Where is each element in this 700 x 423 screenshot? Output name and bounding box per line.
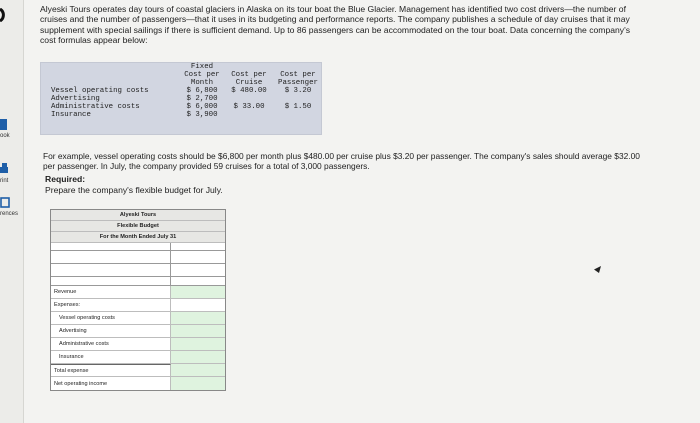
sidebar-item-references[interactable] [0, 196, 24, 217]
cost-row-label: Insurance [51, 111, 91, 119]
cost-row-fixed: $ 2,700 [186, 95, 218, 103]
budget-input-cell[interactable] [171, 286, 225, 298]
budget-row-label: Revenue [51, 286, 171, 298]
cost-row-cruise: $ 33.00 [233, 103, 265, 111]
budget-input-cell[interactable] [171, 377, 225, 390]
budget-row-administrative [51, 338, 225, 351]
example-text: For example, vessel operating costs should be $6,800 per month plus $480.00 per cruise plus $3.20 per passenger. The company's sales should average $32.00 per passenger. In July, the company provided 59 cruises for a total of 3,000 passengers. [43, 151, 640, 171]
budget-spacer-row [51, 243, 225, 251]
cost-row-administrative [41, 103, 323, 111]
budget-row-label: Net operating income [51, 377, 171, 390]
budget-header-cell[interactable] [51, 264, 171, 276]
budget-row-label: Insurance [51, 351, 171, 363]
cost-row-passenger: $ 1.50 [284, 103, 312, 111]
required-label: Required: [45, 174, 86, 184]
header-cruise-line2: Cost per [231, 71, 267, 79]
budget-row-advertising [51, 325, 225, 338]
cost-formula-box [40, 62, 322, 135]
cost-table-header-line [41, 71, 323, 79]
budget-spacer-row [51, 277, 225, 286]
problem-intro: Alyeski Tours operates day tours of coastal glaciers in Alaska on its tour boat the Blue Glacier. Management has identified two cost drivers—the number of cruises and the number of passengers—that it uses in its budgeting and performance reports. The company publishes a schedule of day cruises that it may supplement with special sailings if there is sufficient demand. Up to 86 passengers can be accommodated on the tour boat. Data concerning the company's cost formulas appear below: [40, 4, 631, 46]
budget-company: Alyeski Tours [51, 210, 225, 221]
budget-header-cell[interactable] [171, 251, 225, 263]
budget-row-insurance [51, 351, 225, 364]
budget-header-input-row [51, 251, 225, 264]
cost-formula-table [41, 63, 323, 119]
cost-row-advertising [41, 95, 323, 103]
sidebar-item-print[interactable] [0, 163, 24, 184]
budget-header-input-row [51, 264, 225, 277]
cost-row-vessel [41, 87, 323, 95]
header-passenger-line3: Passenger [278, 79, 318, 87]
budget-title: Flexible Budget [51, 221, 225, 232]
cost-row-label: Administrative costs [51, 103, 140, 111]
cost-row-passenger [273, 111, 323, 119]
sidebar-label-ebook: ook [0, 133, 10, 139]
budget-row-label: Total expense [51, 364, 171, 376]
sidebar-item-back[interactable] [0, 8, 24, 22]
budget-row-label: Vessel operating costs [51, 312, 171, 324]
sidebar-item-ebook[interactable] [0, 118, 24, 139]
left-sidebar [0, 0, 24, 423]
cost-row-insurance [41, 111, 323, 119]
budget-row-label: Advertising [51, 325, 171, 337]
budget-row-total-expense [51, 364, 225, 377]
header-cruise-line3: Cruise [235, 79, 263, 87]
sidebar-label-print: rint [0, 178, 9, 184]
references-icon [0, 196, 12, 210]
budget-input-cell[interactable] [171, 325, 225, 337]
budget-row-vessel [51, 312, 225, 325]
cost-row-passenger [273, 95, 323, 103]
header-passenger-line2: Cost per [280, 71, 316, 79]
cost-table-header-line [41, 79, 323, 87]
cost-row-fixed: $ 6,000 [186, 103, 218, 111]
budget-row-net-income [51, 377, 225, 390]
cost-row-fixed: $ 3,900 [186, 111, 218, 119]
budget-row-expenses [51, 299, 225, 312]
flexible-budget-worksheet [50, 209, 226, 391]
cost-row-cruise [225, 111, 273, 119]
budget-input-cell[interactable] [171, 338, 225, 350]
circle-arrow-icon [0, 8, 12, 22]
cost-row-label: Advertising [51, 95, 100, 103]
budget-row-label: Expenses: [51, 299, 171, 311]
budget-input-cell[interactable] [171, 351, 225, 363]
required-section [45, 174, 223, 196]
header-fixed-line2: Cost per [184, 71, 220, 79]
cost-row-fixed: $ 6,800 [186, 87, 218, 95]
budget-row-revenue [51, 286, 225, 299]
cost-row-label: Vessel operating costs [51, 87, 149, 95]
cost-table-header-line [41, 63, 323, 71]
sidebar-label-references: rences [0, 211, 19, 217]
cost-row-cruise [225, 95, 273, 103]
budget-row-label: Administrative costs [51, 338, 171, 350]
required-text: Prepare the company's flexible budget for July. [45, 185, 223, 195]
budget-header-cell[interactable] [51, 251, 171, 263]
budget-period: For the Month Ended July 31 [51, 232, 225, 243]
budget-header [51, 210, 225, 243]
cost-row-passenger: $ 3.20 [284, 87, 312, 95]
header-fixed-line1: Fixed [190, 63, 214, 71]
header-fixed-line3: Month [190, 79, 214, 87]
book-icon [0, 118, 12, 132]
budget-input-cell[interactable] [171, 364, 225, 376]
print-icon [0, 163, 12, 177]
budget-header-cell[interactable] [171, 264, 225, 276]
budget-input-cell[interactable] [171, 312, 225, 324]
budget-cell [171, 299, 225, 311]
mouse-cursor-icon [594, 266, 601, 273]
cost-row-cruise: $ 480.00 [231, 87, 267, 95]
problem-statement [40, 4, 680, 46]
